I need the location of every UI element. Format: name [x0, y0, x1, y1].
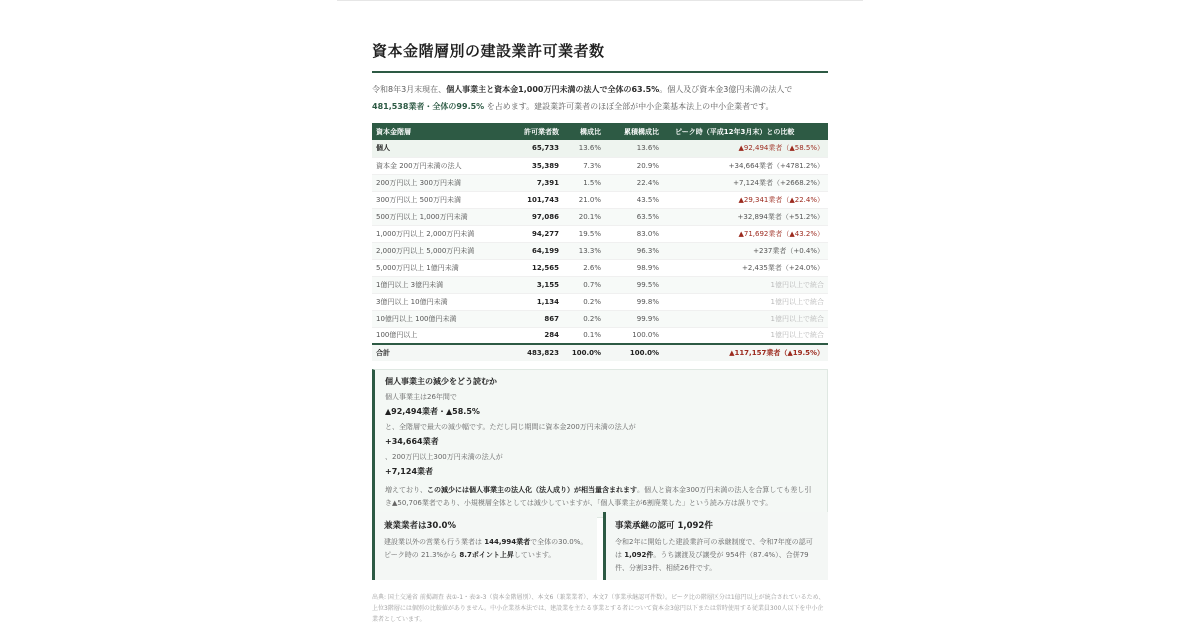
col-header-cumulative: 累積構成比 [624, 127, 659, 136]
ratio-cell: 21.0% [578, 195, 601, 204]
peak-compare-cell: +34,664業者（+4781.2%） [728, 161, 824, 170]
note-conclusion-c: 。個人と資本金300万円未満の法人を合算しても差し引き▲50,706業者であり、小規模層全体としては減少していますが、「個人事業主が6割廃業した」という読み方は誤りです。 [385, 486, 812, 507]
ratio-cell: 7.3% [583, 161, 601, 170]
tier-cell: 10億円以上 100億円未満 [376, 314, 457, 323]
col-header-count: 許可業者数 [524, 127, 559, 136]
col-header-ratio: 構成比 [580, 127, 601, 136]
card-bold: 8.7ポイント上昇 [459, 551, 514, 559]
peak-compare-cell: +2,435業者（+24.0%） [741, 263, 824, 272]
card-title: 兼業業者は30.0% [384, 521, 456, 531]
ratio-cell: 20.1% [578, 212, 601, 221]
count-cell: 35,389 [531, 161, 559, 170]
ratio-cell: 0.2% [583, 314, 601, 323]
count-cell: 3,155 [536, 280, 559, 289]
capital-tier-table [372, 123, 828, 361]
intro-text-1: 令和8年3月末現在、 [372, 85, 447, 94]
cumulative-cell: 43.5% [636, 195, 659, 204]
note-value-1: ▲92,494業者・▲58.5% [385, 407, 480, 416]
table-total-row [372, 344, 828, 361]
table-row [372, 310, 828, 327]
peak-compare-cell: ▲71,692業者（▲43.2%） [738, 229, 824, 238]
peak-compare-cell: ▲92,494業者（▲58.5%） [738, 144, 824, 153]
count-cell: 94,277 [531, 229, 559, 238]
peak-compare-cell: 1億円以上で統合 [770, 314, 824, 323]
col-header-peak-compare: ピーク時（平成12年3月末）との比較 [675, 127, 795, 136]
intro-paragraph [372, 81, 828, 115]
peak-compare-cell: 1億円以上で統合 [770, 297, 824, 306]
summary-cards [372, 512, 828, 580]
sole-proprietor-note [372, 369, 828, 518]
tier-cell: 100億円以上 [376, 331, 418, 340]
tier-cell: 200万円以上 300万円未満 [376, 178, 461, 187]
count-cell: 284 [544, 331, 559, 340]
ratio-cell: 1.5% [583, 178, 601, 187]
note-value-3: +7,124業者 [385, 467, 434, 476]
card-text: 令和2年に開始した建設業許可の承継制度で、令和7年度の認可は [615, 538, 813, 559]
card-title: 事業承継の認可 1,092件 [615, 521, 713, 531]
note-title: 個人事業主の減少をどう読むか [385, 377, 497, 386]
report-page [372, 40, 828, 623]
ratio-cell: 0.7% [583, 280, 601, 289]
card-text: 。うち譲渡及び譲受が 954件（87.4%）、合併79件、分割33件、相続26件です。 [615, 551, 809, 572]
count-cell: 97,086 [531, 212, 559, 221]
count-cell: 65,733 [531, 144, 559, 153]
peak-compare-cell: ▲29,341業者（▲22.4%） [738, 195, 824, 204]
card-bold: 144,994業者 [484, 538, 531, 546]
cumulative-cell: 98.9% [636, 263, 659, 272]
note-line-2: と、全階層で最大の減少幅です。ただし同じ期間に資本金200万円未満の法人が [385, 423, 636, 431]
tier-cell: 1億円以上 3億円未満 [376, 280, 444, 289]
note-conclusion [385, 484, 817, 510]
card-bold: 1,092件 [624, 551, 654, 559]
card-side-business [372, 512, 597, 580]
count-cell: 12,565 [531, 263, 559, 272]
page-title: 資本金階層別の建設業許可業者数 [372, 40, 828, 73]
tier-cell: 2,000万円以上 5,000万円未満 [376, 246, 475, 255]
cumulative-cell: 100.0% [632, 331, 659, 340]
table-row [372, 191, 828, 208]
total-peak-compare: ▲117,157業者（▲19.5%） [729, 349, 824, 357]
note-line-3: 、200万円以上300万円未満の法人が [385, 453, 503, 461]
table-row [372, 293, 828, 310]
table-row [372, 140, 828, 157]
total-count: 483,823 [527, 349, 559, 357]
count-cell: 1,134 [536, 297, 559, 306]
col-header-tier: 資本金階層 [376, 127, 411, 136]
card-text: で全体の30.0%。ピーク時の 21.3%から [384, 538, 588, 559]
count-cell: 867 [544, 314, 559, 323]
tier-cell: 5,000万円以上 1億円未満 [376, 263, 459, 272]
ratio-cell: 13.6% [578, 144, 601, 153]
intro-bold-1: 個人事業主と資本金1,000万円未満の法人で全体の63.5% [446, 85, 660, 94]
cumulative-cell: 99.5% [636, 280, 659, 289]
table-row [372, 174, 828, 191]
peak-compare-cell: 1億円以上で統合 [770, 280, 824, 289]
tier-cell: 個人 [376, 144, 390, 153]
intro-highlight: 481,538業者・全体の99.5% [372, 102, 485, 111]
card-text: しています。 [513, 551, 556, 559]
total-label: 合計 [376, 349, 390, 357]
table-header-row [372, 123, 828, 140]
card-succession [603, 512, 828, 580]
note-conclusion-bold: この減少には個人事業主の法人化（法人成り）が相当量含まれます [427, 486, 637, 494]
table-row [372, 276, 828, 293]
intro-text-2: 。個人及び資本金3億円未満の法人で [659, 85, 793, 94]
count-cell: 7,391 [536, 178, 559, 187]
ratio-cell: 0.2% [583, 297, 601, 306]
ratio-cell: 13.3% [578, 246, 601, 255]
peak-compare-cell: 1億円以上で統合 [770, 331, 824, 340]
ratio-cell: 2.6% [583, 263, 601, 272]
total-cumulative: 100.0% [629, 349, 659, 357]
cumulative-cell: 22.4% [636, 178, 659, 187]
intro-text-3: を占めます。建設業許可業者のほぼ全部が中小企業基本法上の中小企業者です。 [484, 102, 774, 111]
tier-cell: 300万円以上 500万円未満 [376, 195, 461, 204]
peak-compare-cell: +32,894業者（+51.2%） [737, 212, 824, 221]
tier-cell: 1,000万円以上 2,000万円未満 [376, 229, 475, 238]
table-row [372, 327, 828, 344]
peak-compare-cell: +7,124業者（+2668.2%） [733, 178, 824, 187]
ratio-cell: 0.1% [583, 331, 601, 340]
cumulative-cell: 96.3% [636, 246, 659, 255]
note-line-1: 個人事業主は26年間で [385, 393, 457, 401]
cumulative-cell: 13.6% [636, 144, 659, 153]
note-value-2: +34,664業者 [385, 437, 439, 446]
card-body [384, 536, 588, 562]
count-cell: 101,743 [527, 195, 559, 204]
card-body [615, 536, 819, 575]
table-row [372, 242, 828, 259]
tier-cell: 3億円以上 10億円未満 [376, 297, 448, 306]
top-divider [337, 0, 863, 1]
cumulative-cell: 63.5% [636, 212, 659, 221]
note-conclusion-a: 増えており、 [385, 486, 427, 494]
source-footnote: 出典: 国土交通省 前掲調査 表①-1・表②-3（資本金階層別）、本文6（兼業業者）、本文7（事業承継認可件数）。ピーク比の階層区分は1億円以上が統合されているため、上位3階層には個別の比較値がありません。中小企業基本法では、建設業を主たる事業とする者について資本金3億円以下または常時使用する従業員300人以下を中小企業者としています。 [372, 594, 825, 623]
count-cell: 64,199 [531, 246, 559, 255]
cumulative-cell: 99.8% [636, 297, 659, 306]
cumulative-cell: 83.0% [636, 229, 659, 238]
tier-cell: 資本金 200万円未満の法人 [376, 161, 462, 170]
cumulative-cell: 20.9% [636, 161, 659, 170]
tier-cell: 500万円以上 1,000万円未満 [376, 212, 468, 221]
ratio-cell: 19.5% [578, 229, 601, 238]
table-row [372, 259, 828, 276]
table-row [372, 208, 828, 225]
table-row [372, 157, 828, 174]
cumulative-cell: 99.9% [636, 314, 659, 323]
table-row [372, 225, 828, 242]
card-text: 建設業以外の営業も行う業者は [384, 538, 485, 546]
peak-compare-cell: +237業者（+0.4%） [753, 246, 824, 255]
total-ratio: 100.0% [571, 349, 601, 357]
